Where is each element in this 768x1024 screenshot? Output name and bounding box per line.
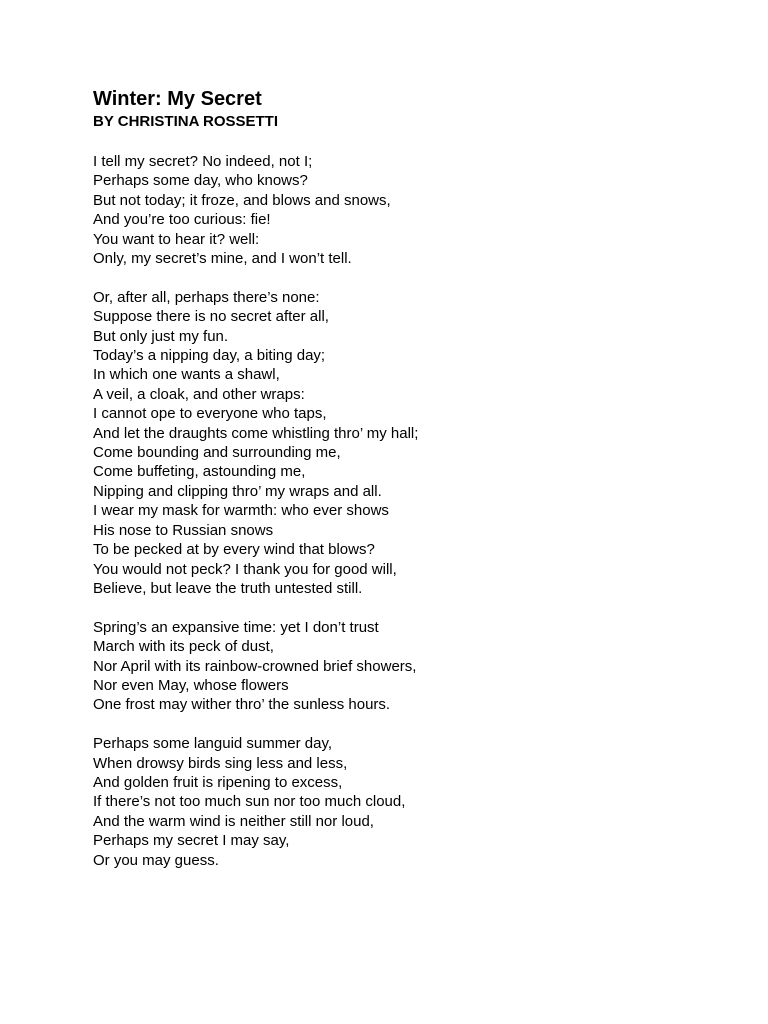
- stanza-4: [93, 734, 733, 870]
- poem-line: Spring’s an expansive time: yet I don’t trust: [93, 618, 379, 636]
- poem-author: BY CHRISTINA ROSSETTI: [93, 113, 279, 130]
- poem-line: And the warm wind is neither still nor loud,: [93, 812, 374, 830]
- poem-line: Perhaps some day, who knows?: [93, 172, 308, 190]
- poem-line: Nor April with its rainbow-crowned brief showers,: [93, 657, 417, 675]
- poem-line: You want to hear it? well:: [93, 230, 260, 248]
- poem-line: But only just my fun.: [93, 327, 229, 345]
- poem-line: One frost may wither thro’ the sunless hours.: [93, 696, 391, 714]
- poem-line: And let the draughts come whistling thro’ my hall;: [93, 424, 419, 442]
- poem-line: In which one wants a shawl,: [93, 366, 280, 384]
- poem-line: To be pecked at by every wind that blows?: [93, 541, 375, 559]
- poem-line: I cannot ope to everyone who taps,: [93, 405, 327, 423]
- poem-line: Only, my secret’s mine, and I won’t tell.: [93, 250, 352, 268]
- stanza-3: [93, 618, 733, 715]
- poem-line: Perhaps some languid summer day,: [93, 735, 333, 753]
- poem-line: You would not peck? I thank you for good will,: [93, 560, 397, 578]
- stanza-1: [93, 152, 733, 268]
- poem-line: But not today; it froze, and blows and snows,: [93, 191, 391, 209]
- poem-line: When drowsy birds sing less and less,: [93, 754, 348, 772]
- poem-line: Come bounding and surrounding me,: [93, 444, 341, 462]
- document-page: [93, 87, 733, 889]
- poem-line: Believe, but leave the truth untested still.: [93, 579, 363, 597]
- poem-line: Or, after all, perhaps there’s none:: [93, 288, 320, 306]
- poem-line: Nipping and clipping thro’ my wraps and all.: [93, 482, 382, 500]
- poem-line: If there’s not too much sun nor too much cloud,: [93, 793, 406, 811]
- poem-line: I tell my secret? No indeed, not I;: [93, 153, 313, 170]
- poem-line: A veil, a cloak, and other wraps:: [93, 385, 305, 403]
- poem-line: March with its peck of dust,: [93, 638, 274, 656]
- poem-line: Suppose there is no secret after all,: [93, 308, 329, 326]
- poem-line: Come buffeting, astounding me,: [93, 463, 306, 481]
- poem-line: And you’re too curious: fie!: [93, 211, 271, 229]
- poem-line: Nor even May, whose flowers: [93, 676, 289, 694]
- poem-line: And golden fruit is ripening to excess,: [93, 773, 343, 791]
- poem-line: Or you may guess.: [93, 851, 219, 869]
- poem-line: His nose to Russian snows: [93, 521, 274, 539]
- poem-title: Winter: My Secret: [93, 88, 262, 110]
- poem-body: [93, 152, 733, 870]
- poem-line: Today’s a nipping day, a biting day;: [93, 347, 326, 365]
- poem-line: I wear my mask for warmth: who ever shows: [93, 502, 389, 520]
- poem-line: Perhaps my secret I may say,: [93, 832, 290, 850]
- stanza-2: [93, 288, 733, 599]
